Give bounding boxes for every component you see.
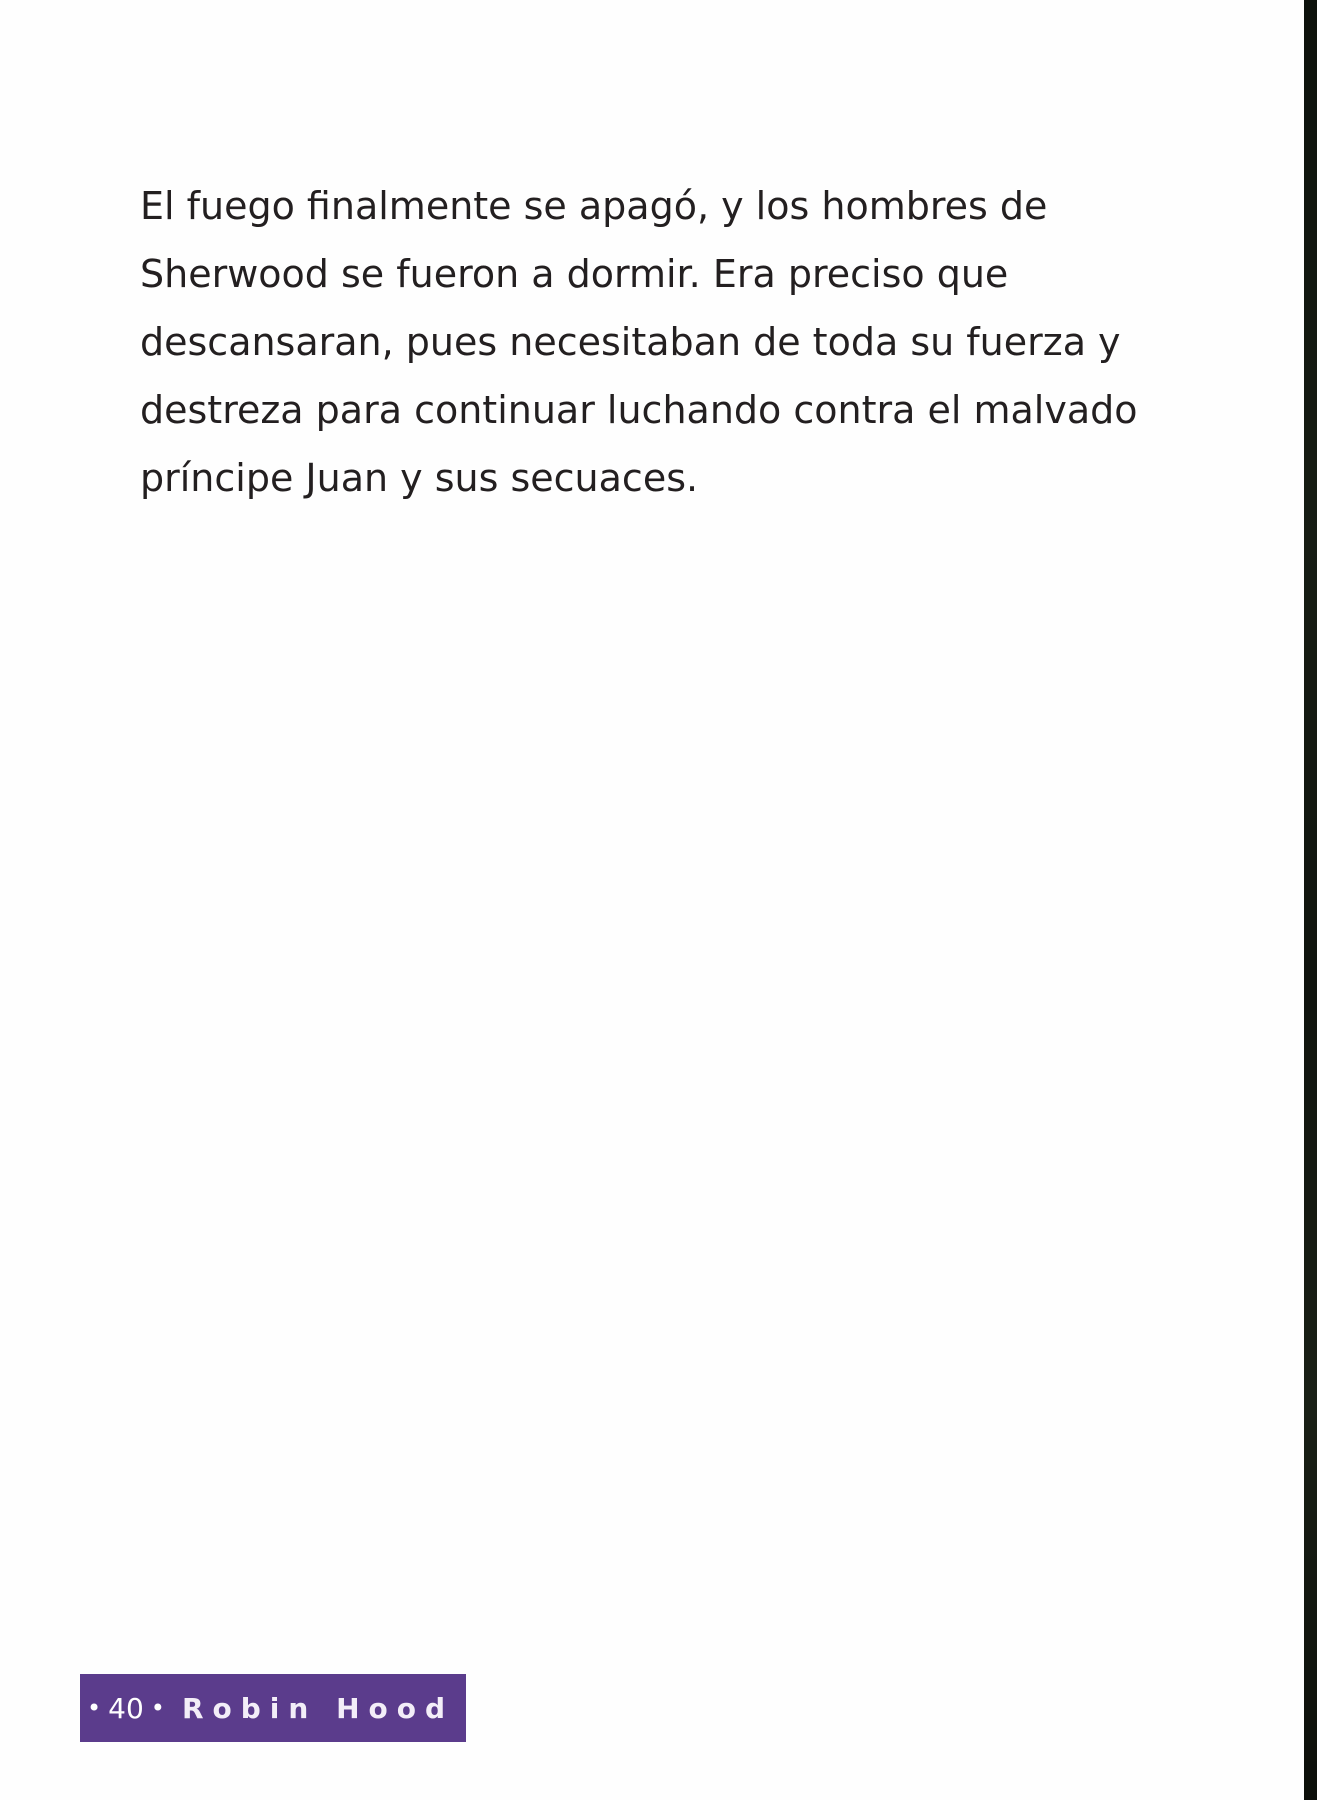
paragraph-line: descansaran, pues necesitaban de toda su fuerza y: [140, 320, 1121, 364]
paragraph-line: destreza para continuar luchando contra el malvado: [140, 388, 1138, 432]
bullet-icon: •: [87, 1694, 102, 1722]
paragraph-line: Sherwood se fueron a dormir. Era preciso que: [140, 252, 1009, 296]
bullet-icon: •: [150, 1694, 165, 1722]
paragraph-line: príncipe Juan y sus secuaces.: [140, 456, 699, 500]
adjacent-page-edge: [1304, 0, 1317, 1800]
book-title: Robin Hood: [181, 1691, 455, 1725]
story-paragraph: [140, 172, 1180, 512]
page-number: 40: [108, 1691, 144, 1725]
page-footer: [80, 1674, 466, 1742]
paragraph-line: El fuego finalmente se apagó, y los hombres de: [140, 184, 1048, 228]
